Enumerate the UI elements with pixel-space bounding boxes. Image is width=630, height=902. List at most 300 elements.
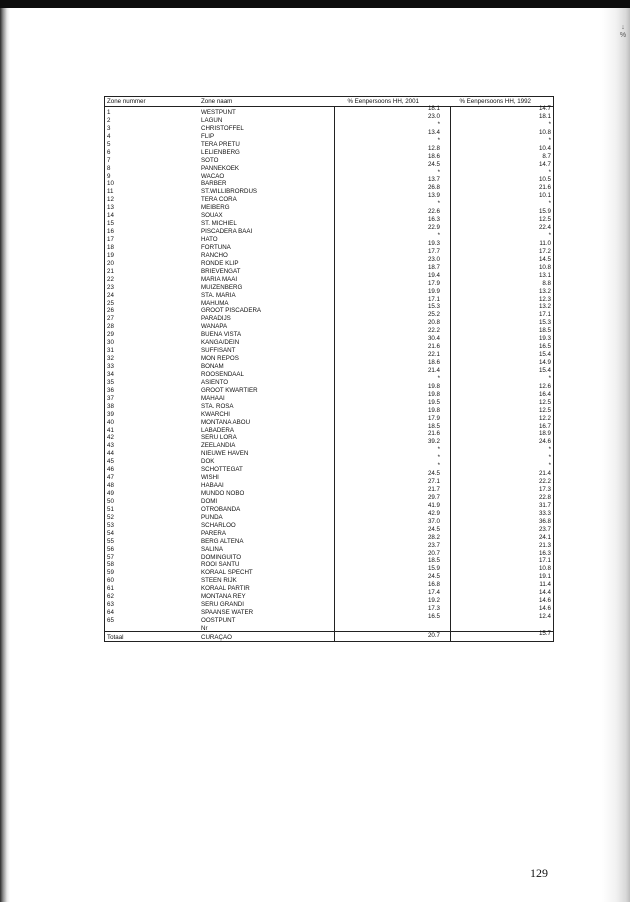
total-value-1992: 15.7 — [538, 629, 551, 637]
value-1992-cell: 31.7 — [538, 501, 551, 509]
zone-name-cell: ROOI SANTU — [201, 561, 240, 569]
zone-number-cell: 50 — [107, 497, 114, 505]
value-2001-cell: 15.9 — [427, 565, 440, 573]
value-2001-cell: 16.8 — [427, 581, 440, 589]
value-1992-cell: 18.5 — [538, 327, 551, 335]
value-2001-cell: 17.9 — [427, 279, 440, 287]
zone-number-cell: 19 — [107, 251, 114, 259]
zone-name-cell: OOSTPUNT — [201, 617, 236, 624]
value-2001-cell: 18.6 — [427, 152, 440, 160]
zone-number-cell: 6 — [107, 148, 111, 156]
value-2001-cell: 24.5 — [427, 525, 440, 533]
value-1992-cell: 23.7 — [538, 525, 551, 533]
value-1992-cell: 10.8 — [538, 565, 551, 573]
zone-number-cell: 64 — [107, 609, 114, 617]
zone-number-cell: 18 — [107, 243, 114, 251]
zone-name-cell: DOMINGUITO — [201, 553, 242, 561]
total-label: Totaal — [107, 633, 124, 641]
value-1992-cell: 13.2 — [538, 287, 551, 295]
value-2001-cell: * — [437, 136, 440, 144]
zone-name-cell: SERU GRANDI — [201, 601, 244, 609]
zone-number-cell: 1 — [107, 109, 111, 116]
zone-name-cell: TERA CORA — [201, 196, 237, 204]
value-1992-cell: 14.9 — [538, 359, 551, 366]
zone-number-cell: 16 — [107, 228, 114, 236]
value-2001-cell: * — [437, 374, 440, 382]
zone-number-cell: 39 — [107, 410, 114, 418]
value-2001-cell: 41.9 — [427, 501, 440, 509]
value-2001-cell: 19.2 — [427, 597, 440, 605]
zone-number-cell: 45 — [107, 458, 114, 466]
header-zone-name: Zone naam — [201, 98, 233, 105]
zone-name-cell: STEEN RIJK — [201, 577, 237, 585]
value-2001-cell: 13.7 — [427, 176, 440, 184]
zone-number-cell: 10 — [107, 180, 114, 188]
zone-number-cell: 57 — [107, 553, 114, 561]
value-2001-cell: 23.0 — [427, 255, 440, 263]
zone-name-cell: PISCADERA BAAI — [201, 228, 253, 236]
table-row — [105, 448, 553, 456]
zone-name-cell: TERA PRETU — [201, 140, 240, 148]
zone-name-cell: FLIP — [201, 132, 215, 140]
value-1992-cell: 12.4 — [538, 613, 551, 620]
table-row — [105, 567, 553, 575]
zone-number-cell: 52 — [107, 513, 114, 521]
value-2001-cell: 18.6 — [427, 359, 440, 366]
value-1992-cell: * — [548, 168, 551, 176]
zone-name-cell: LAGUN — [201, 116, 223, 124]
value-2001-cell: 18.5 — [427, 557, 440, 565]
table-row — [105, 599, 553, 607]
zone-name-cell: SOTO — [201, 156, 219, 164]
value-1992-cell: 8.7 — [542, 152, 551, 160]
zone-name-cell: SUFFISANT — [201, 347, 236, 355]
value-2001-cell: 16.3 — [427, 216, 440, 224]
zone-number-cell: 63 — [107, 601, 114, 609]
scan-top-border — [0, 0, 630, 8]
zone-name-cell: PARERA — [201, 529, 226, 537]
zone-name-cell: PUNDA — [201, 513, 223, 521]
value-1992-cell: 14.6 — [538, 605, 551, 613]
zone-name-cell: RONDE KLIP — [201, 259, 239, 267]
zone-name-cell: KORAAL SPECHT — [201, 569, 253, 577]
zone-name-cell: MAHUMA — [201, 299, 229, 307]
zone-number-cell: 21 — [107, 267, 114, 275]
zone-number-cell: 58 — [107, 561, 114, 569]
value-2001-cell: 17.1 — [427, 295, 440, 303]
total-row — [105, 631, 553, 641]
zone-name-cell: MONTANA ABOU — [201, 418, 251, 426]
value-2001-cell: * — [437, 446, 440, 454]
value-1992-cell: * — [548, 374, 551, 382]
value-1992-cell: 22.8 — [538, 493, 551, 501]
value-2001-cell: 19.9 — [427, 287, 440, 295]
zone-name-cell: STA. MARIA — [201, 291, 236, 299]
zone-name-cell: SOUAX — [201, 212, 223, 220]
value-2001-cell: 20.8 — [427, 319, 440, 327]
value-2001-cell: 27.1 — [427, 478, 440, 486]
value-2001-cell: 23.7 — [427, 541, 440, 549]
zone-name-cell: BONAM — [201, 363, 224, 370]
value-1992-cell: 11.0 — [539, 239, 551, 247]
value-2001-cell: 21.7 — [427, 486, 440, 493]
table-row — [105, 623, 553, 631]
table-row — [105, 321, 553, 329]
table-row — [105, 218, 553, 226]
zone-number-cell: 48 — [107, 482, 114, 490]
value-1992-cell: 8.8 — [542, 279, 551, 287]
table-row — [105, 583, 553, 591]
value-1992-cell: 15.4 — [538, 366, 551, 374]
zone-number-cell: 42 — [107, 434, 114, 442]
table-row — [105, 440, 553, 448]
zone-name-cell: MUNDO NOBO — [201, 490, 245, 497]
header-pct-1992: % Eenpersoons HH, 1992 — [459, 98, 531, 105]
value-2001-cell: 18.1 — [427, 105, 440, 112]
table-row — [105, 313, 553, 321]
zone-name-cell: CHRISTOFFEL — [201, 124, 244, 132]
zone-number-cell: 44 — [107, 450, 114, 458]
zone-number-cell: 31 — [107, 347, 114, 355]
zone-name-cell: PARADIJS — [201, 315, 231, 323]
zone-name-cell: BARBER — [201, 180, 227, 188]
table-row — [105, 464, 553, 472]
value-2001-cell: 25.2 — [427, 311, 440, 319]
value-2001-cell: 26.8 — [427, 184, 440, 192]
value-1992-cell: 14.6 — [538, 597, 551, 605]
value-2001-cell: 21.6 — [427, 430, 440, 438]
value-1992-cell: * — [548, 454, 551, 462]
value-2001-cell: 19.5 — [427, 398, 440, 406]
zone-name-cell: BRIEVENGAT — [201, 267, 241, 275]
value-2001-cell: 16.5 — [427, 613, 440, 620]
zone-number-cell: 14 — [107, 212, 114, 220]
zone-number-cell: 29 — [107, 331, 114, 339]
zone-name-cell: PANNEKOEK — [201, 164, 240, 172]
value-1992-cell: 12.3 — [538, 295, 551, 303]
value-1992-cell: 15.3 — [538, 319, 551, 327]
value-1992-cell: 14.7 — [538, 160, 551, 168]
zone-number-cell: 17 — [107, 236, 114, 243]
zone-number-cell: 36 — [107, 386, 114, 394]
total-value-2001: 20.7 — [427, 631, 440, 639]
zone-number-cell: 56 — [107, 545, 114, 553]
zone-name-cell: SPAANSE WATER — [201, 609, 254, 617]
zone-name-cell: ROOSENDAAL — [201, 370, 244, 378]
table-row — [105, 329, 553, 337]
value-2001-cell: 17.7 — [427, 247, 440, 255]
table-row — [105, 432, 553, 440]
value-1992-cell: 19.3 — [538, 335, 551, 343]
value-1992-cell: 21.3 — [538, 541, 551, 549]
table-row — [105, 559, 553, 567]
zone-name-cell: MONTANA REY — [201, 593, 246, 601]
table-row — [105, 194, 553, 202]
value-2001-cell: 20.7 — [427, 549, 440, 557]
zone-number-cell: 55 — [107, 537, 114, 545]
table-row — [105, 353, 553, 361]
zone-number-cell: 40 — [107, 418, 114, 426]
value-2001-cell: 22.9 — [427, 224, 440, 232]
table-row — [105, 337, 553, 345]
zone-number-cell: 26 — [107, 307, 114, 315]
value-2001-cell: 39.2 — [427, 438, 440, 446]
value-1992-cell: 19.1 — [538, 573, 551, 581]
zone-number-cell: 49 — [107, 490, 114, 497]
table-row — [105, 575, 553, 583]
zone-number-cell: 65 — [107, 617, 114, 624]
zone-name-cell: MARIA MAAI — [201, 275, 238, 283]
table-row — [105, 615, 553, 623]
zone-name-cell: SALINA — [201, 545, 224, 553]
value-1992-cell: 12.2 — [538, 414, 551, 422]
header-pct-2001: % Eenpersoons HH, 2001 — [347, 98, 419, 105]
value-1992-cell: 12.5 — [538, 216, 551, 224]
value-2001-cell: 21.6 — [427, 343, 440, 351]
zone-number-cell: 25 — [107, 299, 114, 307]
scan-left-edge — [0, 8, 10, 902]
table-header — [104, 96, 554, 107]
zone-name-cell: MEIBERG — [201, 204, 230, 212]
value-1992-cell: 14.7 — [538, 105, 551, 112]
zone-number-cell: 62 — [107, 593, 114, 601]
value-1992-cell: 10.8 — [538, 263, 551, 271]
value-2001-cell: 29.7 — [427, 493, 440, 501]
table-row — [105, 456, 553, 464]
value-2001-cell: * — [437, 232, 440, 239]
zone-number-cell: 7 — [107, 156, 111, 164]
value-1992-cell: 14.4 — [538, 589, 551, 597]
zone-number-cell: 37 — [107, 394, 114, 402]
value-2001-cell: 13.4 — [427, 128, 440, 136]
value-2001-cell: * — [437, 168, 440, 176]
zone-number-cell: 43 — [107, 442, 114, 450]
zone-name-cell: Nr — [201, 624, 208, 632]
table-body — [104, 107, 554, 642]
value-1992-cell: 17.2 — [538, 247, 551, 255]
table-row — [105, 186, 553, 194]
zone-number-cell: 2 — [107, 116, 111, 124]
scan-right-edge — [602, 8, 630, 902]
zone-number-cell: 27 — [107, 315, 114, 323]
zone-name-cell: GROOT KWARTIER — [201, 386, 258, 394]
zone-number-cell: 4 — [107, 132, 111, 140]
table-rows — [105, 107, 553, 631]
value-1992-cell: 15.9 — [538, 208, 551, 216]
value-2001-cell: 19.4 — [427, 271, 440, 279]
value-1992-cell: 22.4 — [538, 224, 551, 232]
value-1992-cell: 18.9 — [538, 430, 551, 438]
zone-name-cell: MON REPOS — [201, 355, 239, 363]
zone-name-cell: BERG ALTENA — [201, 537, 244, 545]
zone-number-cell: 60 — [107, 577, 114, 585]
zone-name-cell: STA. ROSA — [201, 402, 234, 410]
zone-number-cell: 30 — [107, 339, 114, 347]
zone-number-cell: 15 — [107, 220, 114, 228]
page-number: 129 — [530, 866, 548, 880]
zone-name-cell: KORAAL PARTIR — [201, 585, 250, 593]
value-1992-cell: 17.1 — [538, 557, 551, 565]
table-row — [105, 488, 553, 496]
value-1992-cell: 24.1 — [538, 533, 551, 541]
zone-number-cell: 11 — [107, 188, 114, 196]
zone-number-cell: 20 — [107, 259, 114, 267]
zone-name-cell: WANAPA — [201, 323, 228, 331]
zone-name-cell: MUIZENBERG — [201, 283, 243, 291]
zone-name-cell: OTROBANDA — [201, 505, 241, 513]
value-2001-cell: 24.5 — [427, 470, 440, 478]
zone-number-cell: 51 — [107, 505, 114, 513]
zone-number-cell: 23 — [107, 283, 114, 291]
value-1992-cell: 10.8 — [538, 128, 551, 136]
value-1992-cell: 15.4 — [538, 351, 551, 359]
value-2001-cell: 23.0 — [427, 112, 440, 120]
zone-number-cell: 47 — [107, 474, 114, 482]
value-1992-cell: 10.5 — [538, 176, 551, 184]
zone-number-cell: 33 — [107, 363, 114, 370]
value-2001-cell: 37.0 — [427, 517, 440, 525]
zone-number-cell: 22 — [107, 275, 114, 283]
value-1992-cell: 16.4 — [538, 390, 551, 398]
table-row — [105, 107, 553, 115]
zone-name-cell: WACAO — [201, 172, 225, 180]
zone-number-cell: 41 — [107, 426, 114, 434]
value-2001-cell: 18.5 — [427, 422, 440, 430]
zone-number-cell: 35 — [107, 378, 114, 386]
corner-mark: ↓ % — [619, 24, 627, 39]
value-1992-cell: 16.3 — [538, 549, 551, 557]
zone-number-cell: 5 — [107, 140, 111, 148]
zone-name-cell: LABADERA — [201, 426, 235, 434]
zone-name-cell: KWARCHI — [201, 410, 230, 418]
value-1992-cell: * — [548, 120, 551, 128]
zone-number-cell: 8 — [107, 164, 111, 172]
value-2001-cell: 30.4 — [427, 335, 440, 343]
zone-name-cell: WESTPUNT — [201, 109, 236, 116]
value-1992-cell: 12.5 — [538, 398, 551, 406]
zone-name-cell: SCHARLOO — [201, 521, 236, 529]
zone-number-cell: 46 — [107, 466, 114, 474]
value-1992-cell: 13.1 — [538, 271, 551, 279]
zone-name-cell: ASIENTO — [201, 378, 229, 386]
total-name: CURAÇAO — [201, 633, 232, 641]
value-1992-cell: 11.4 — [539, 581, 551, 589]
zone-number-cell: 9 — [107, 172, 111, 180]
value-2001-cell: 19.8 — [427, 406, 440, 414]
value-1992-cell: 16.7 — [538, 422, 551, 430]
value-2001-cell: * — [437, 200, 440, 208]
value-2001-cell: 18.7 — [427, 263, 440, 271]
zone-name-cell: SERU LORA — [201, 434, 237, 442]
value-2001-cell: 19.8 — [427, 382, 440, 390]
zone-number-cell: 13 — [107, 204, 114, 212]
zone-number-cell: 24 — [107, 291, 114, 299]
zone-name-cell: ST.WILLIBRORDUS — [201, 188, 258, 196]
value-1992-cell: * — [548, 200, 551, 208]
value-1992-cell: 21.4 — [538, 470, 551, 478]
value-2001-cell: 19.3 — [427, 239, 440, 247]
table-row — [105, 361, 553, 369]
zone-name-cell: BUENA VISTA — [201, 331, 242, 339]
table-row — [105, 202, 553, 210]
value-2001-cell: * — [437, 120, 440, 128]
value-2001-cell: 17.3 — [427, 605, 440, 613]
header-zone-number: Zone nummer — [107, 98, 146, 105]
value-2001-cell: 17.9 — [427, 414, 440, 422]
value-1992-cell: 12.6 — [538, 382, 551, 390]
table-row — [105, 226, 553, 234]
zone-name-cell: HABAAI — [201, 482, 224, 490]
value-1992-cell: 16.5 — [538, 343, 551, 351]
value-1992-cell: * — [548, 462, 551, 470]
table-row — [105, 234, 553, 242]
table-row — [105, 210, 553, 218]
zone-name-cell: MAHAAI — [201, 394, 225, 402]
zone-number-cell: 59 — [107, 569, 114, 577]
table-row — [105, 305, 553, 313]
value-1992-cell: 14.5 — [538, 255, 551, 263]
zone-number-cell: 54 — [107, 529, 114, 537]
value-2001-cell: * — [437, 454, 440, 462]
value-1992-cell: 18.1 — [538, 112, 551, 120]
zone-number-cell: 38 — [107, 402, 114, 410]
value-1992-cell: 10.1 — [538, 192, 551, 200]
zone-name-cell: RANCHO — [201, 251, 228, 259]
value-1992-cell: 13.2 — [538, 303, 551, 311]
value-2001-cell: 22.1 — [427, 351, 440, 359]
value-1992-cell: * — [548, 446, 551, 454]
zone-name-cell: KANGA/DEIN — [201, 339, 240, 347]
table-row — [105, 591, 553, 599]
value-1992-cell: 33.3 — [538, 509, 551, 517]
zone-name-cell: LELIENBERG — [201, 148, 240, 156]
value-1992-cell: 12.5 — [538, 406, 551, 414]
zone-number-cell: 32 — [107, 355, 114, 363]
value-1992-cell: 24.6 — [538, 438, 551, 446]
table-row — [105, 607, 553, 615]
value-2001-cell: 22.6 — [427, 208, 440, 216]
value-2001-cell: 42.9 — [427, 509, 440, 517]
value-2001-cell: 19.8 — [427, 390, 440, 398]
value-1992-cell: 17.1 — [538, 311, 551, 319]
zone-name-cell: DOMI — [201, 497, 218, 505]
value-1992-cell: * — [548, 232, 551, 239]
value-2001-cell: 12.8 — [427, 144, 440, 152]
table-row — [105, 178, 553, 186]
table-row — [105, 472, 553, 480]
table-row — [105, 480, 553, 488]
zone-number-cell: 12 — [107, 196, 114, 204]
value-2001-cell: 15.3 — [427, 303, 440, 311]
zone-name-cell: DOK — [201, 458, 215, 466]
zone-table — [104, 96, 554, 642]
zone-number-cell: 53 — [107, 521, 114, 529]
value-2001-cell: 24.5 — [427, 573, 440, 581]
zone-number-cell: 61 — [107, 585, 114, 593]
value-2001-cell: * — [437, 462, 440, 470]
zone-name-cell: NIEUWE HAVEN — [201, 450, 249, 458]
value-1992-cell: 36.8 — [538, 517, 551, 525]
value-1992-cell: 17.3 — [538, 486, 551, 493]
zone-name-cell: SCHOTTEGAT — [201, 466, 243, 474]
value-2001-cell: 28.2 — [427, 533, 440, 541]
zone-name-cell: WISHI — [201, 474, 219, 482]
zone-name-cell: ZEELANDIA — [201, 442, 236, 450]
zone-name-cell: FORTUNA — [201, 243, 231, 251]
value-2001-cell: 13.9 — [427, 192, 440, 200]
value-1992-cell: * — [548, 136, 551, 144]
value-2001-cell: 17.4 — [427, 589, 440, 597]
